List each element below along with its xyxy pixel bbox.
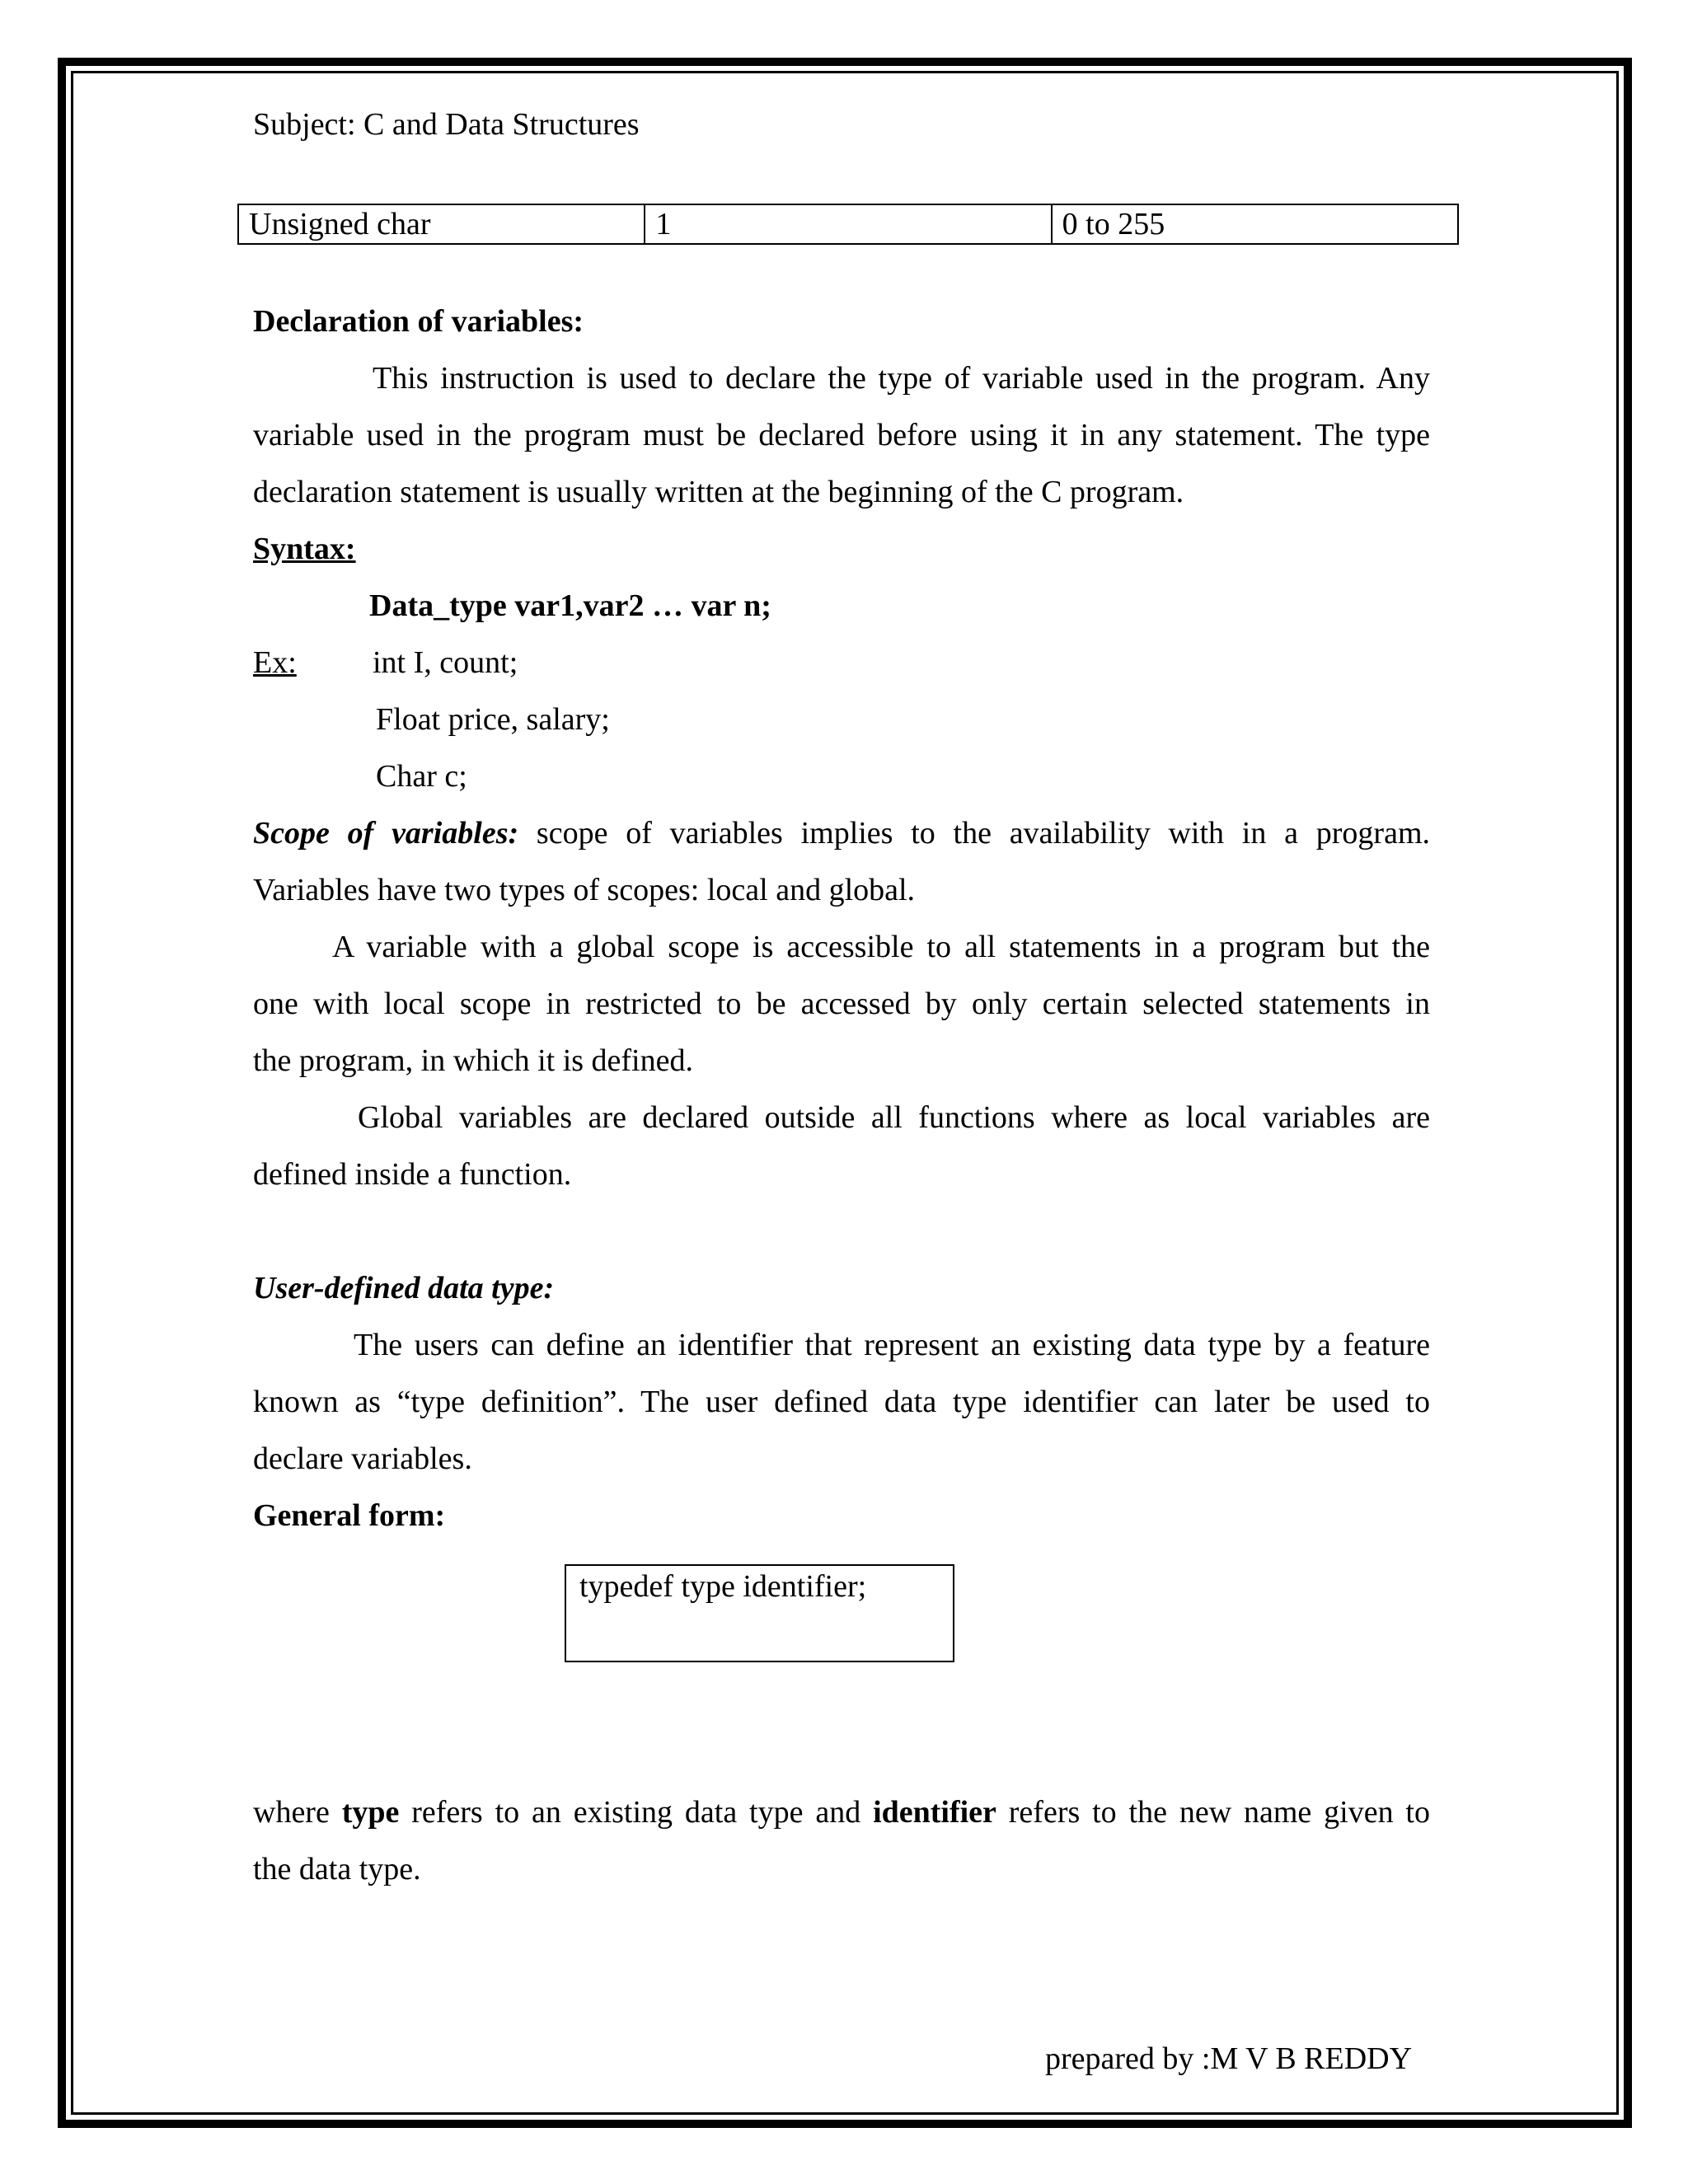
declaration-heading: Declaration of variables: — [253, 304, 584, 339]
userdefined-para-line-1: The users can define an identifier that represent an existing data type by a feature — [354, 1328, 1430, 1362]
where-type-word: type — [341, 1795, 400, 1830]
where-post: refers to the new name given to — [996, 1795, 1430, 1830]
scope-label: Scope of variables: — [253, 816, 519, 851]
scope-para3-line-1: Global variables are declared outside all functions where as local variables are — [358, 1100, 1430, 1135]
where-pre: where — [253, 1795, 342, 1830]
scope-para2-line-2: one with local scope in restricted to be accessed by only certain selected statements in — [253, 987, 1430, 1021]
declaration-para-line-1: This instruction is used to declare the type of variable used in the program. Any — [373, 361, 1430, 396]
prepared-by-footer: prepared by :M V B REDDY — [1045, 2041, 1413, 2076]
table-cell-type: Unsigned char — [238, 204, 645, 244]
scope-line-1 — [253, 814, 1430, 852]
where-mid: refers to an existing data type and — [399, 1795, 874, 1830]
declaration-para-line-3: declaration statement is usually written at the beginning of the C program. — [253, 475, 1184, 509]
example-line-1: int I, count; — [373, 645, 518, 680]
example-label: Ex: — [253, 645, 297, 680]
scope-line-2: Variables have two types of scopes: local and global. — [253, 873, 916, 907]
syntax-text: Data_type var1,var2 … var n; — [369, 588, 771, 623]
example-line-2: Float price, salary; — [376, 702, 610, 737]
scope-line-1-rest: scope of variables implies to the availability with in a program. — [518, 816, 1430, 851]
table-cell-range: 0 to 255 — [1052, 204, 1458, 244]
declaration-para-line-2: variable used in the program must be declared before using it in any statement. The type — [253, 418, 1430, 452]
scope-para2-line-3: the program, in which it is defined. — [253, 1043, 693, 1078]
example-line-3: Char c; — [376, 759, 467, 794]
typedef-code-box — [565, 1564, 954, 1662]
typedef-code: typedef type identifier; — [579, 1569, 867, 1604]
table-row — [238, 204, 1458, 244]
where-line-2: the data type. — [253, 1852, 421, 1886]
userdefined-para-line-2: known as “type definition”. The user defined data type identifier can later be used to — [253, 1385, 1430, 1419]
userdefined-para-line-3: declare variables. — [253, 1441, 472, 1476]
userdefined-heading: User-defined data type: — [253, 1271, 555, 1305]
where-identifier-word: identifier — [873, 1795, 996, 1830]
syntax-label: Syntax: — [253, 532, 356, 566]
subject-header: Subject: C and Data Structures — [253, 107, 640, 142]
data-type-table — [237, 204, 1459, 245]
scope-para2-line-1: A variable with a global scope is accessible to all statements in a program but the — [332, 930, 1430, 964]
scope-para3-line-2: defined inside a function. — [253, 1157, 572, 1192]
table-cell-size: 1 — [645, 204, 1051, 244]
where-line-1 — [253, 1793, 1430, 1831]
general-form-label: General form: — [253, 1498, 446, 1533]
